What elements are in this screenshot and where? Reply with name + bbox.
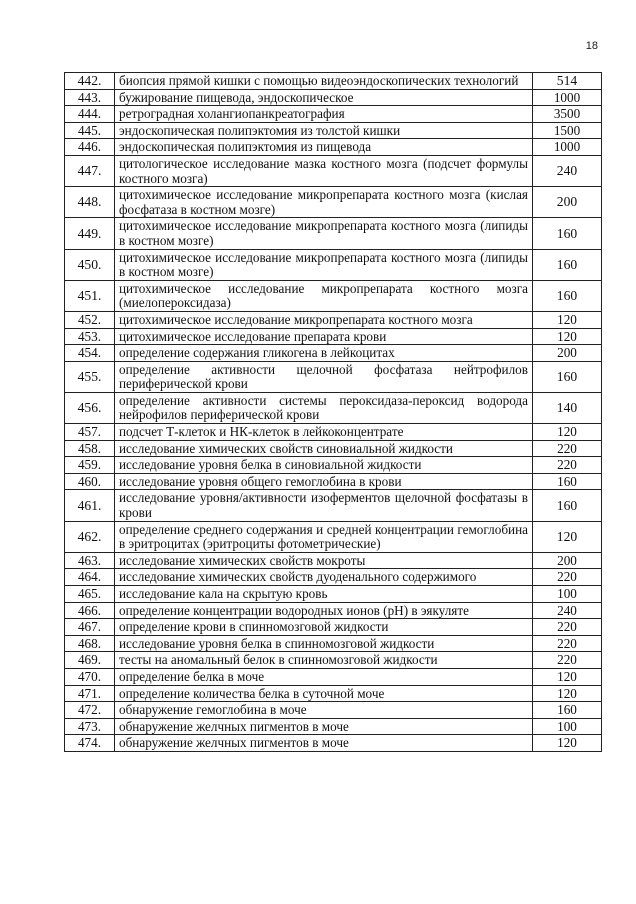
service-price: 120 [533,424,602,441]
table-row [65,490,602,521]
row-number: 452. [65,311,115,328]
row-number: 451. [65,280,115,311]
service-name: определение активности системы пероксидаза-пероксид водорода нейрофилов периферической крови [115,392,533,423]
row-number: 450. [65,249,115,280]
service-price: 120 [533,685,602,702]
table-row [65,106,602,123]
service-price: 120 [533,328,602,345]
row-number: 442. [65,73,115,90]
table-row [65,569,602,586]
service-price: 120 [533,735,602,752]
row-number: 446. [65,139,115,156]
row-number: 443. [65,89,115,106]
table-row [65,280,602,311]
row-number: 453. [65,328,115,345]
table-row [65,155,602,186]
service-price: 220 [533,619,602,636]
service-name: определение количества белка в суточной моче [115,685,533,702]
service-price: 1500 [533,122,602,139]
service-name: определение активности щелочной фосфатаза нейтрофилов периферической крови [115,361,533,392]
row-number: 472. [65,702,115,719]
service-name: исследование химических свойств дуоденального содержимого [115,569,533,586]
table-row [65,718,602,735]
table-row [65,473,602,490]
service-name: исследование уровня общего гемоглобина в крови [115,473,533,490]
service-price: 240 [533,155,602,186]
row-number: 466. [65,602,115,619]
service-price: 120 [533,668,602,685]
row-number: 473. [65,718,115,735]
table-row [65,311,602,328]
row-number: 447. [65,155,115,186]
service-name: определение белка в моче [115,668,533,685]
table-row [65,602,602,619]
service-name: исследование химических свойств синовиальной жидкости [115,440,533,457]
page-number: 18 [585,40,598,52]
service-price: 220 [533,440,602,457]
row-number: 454. [65,345,115,362]
service-name: исследование уровня белка в синовиальной жидкости [115,457,533,474]
table-row [65,521,602,552]
service-name: эндоскопическая полипэктомия из пищевода [115,139,533,156]
table-row [65,619,602,636]
row-number: 456. [65,392,115,423]
table-row [65,328,602,345]
service-price: 100 [533,586,602,603]
row-number: 460. [65,473,115,490]
service-name: бужирование пищевода, эндоскопическое [115,89,533,106]
service-price: 1000 [533,139,602,156]
service-price: 160 [533,473,602,490]
service-name: исследование кала на скрытую кровь [115,586,533,603]
service-price: 120 [533,311,602,328]
row-number: 467. [65,619,115,636]
row-number: 457. [65,424,115,441]
row-number: 468. [65,635,115,652]
row-number: 462. [65,521,115,552]
row-number: 465. [65,586,115,603]
table-row [65,361,602,392]
service-name: определение крови в спинномозговой жидкости [115,619,533,636]
service-name: цитохимическое исследование микропрепарата костного мозга (миелопероксидаза) [115,280,533,311]
table-row [65,685,602,702]
table-row [65,424,602,441]
service-name: определение среднего содержания и средней концентрации гемоглобина в эритроцитах (эритроциты фотометрические) [115,521,533,552]
service-name: цитохимическое исследование микропрепарата костного мозга (липиды в костном мозге) [115,249,533,280]
row-number: 470. [65,668,115,685]
row-number: 469. [65,652,115,669]
table-row [65,652,602,669]
table-row [65,73,602,90]
service-name: биопсия прямой кишки с помощью видеоэндоскопических технологий [115,73,533,90]
table-row [65,668,602,685]
service-name: определение содержания гликогена в лейкоцитах [115,345,533,362]
table-row [65,702,602,719]
service-price: 240 [533,602,602,619]
row-number: 459. [65,457,115,474]
table-row [65,735,602,752]
service-price: 100 [533,718,602,735]
price-table [64,72,602,752]
table-row [65,139,602,156]
service-name: исследование химических свойств мокроты [115,552,533,569]
service-name: обнаружение желчных пигментов в моче [115,735,533,752]
service-name: исследование уровня белка в спинномозговой жидкости [115,635,533,652]
table-row [65,122,602,139]
service-name: определение концентрации водородных ионов (pH) в эякуляте [115,602,533,619]
table-row [65,187,602,218]
service-price: 120 [533,521,602,552]
table-row [65,218,602,249]
row-number: 461. [65,490,115,521]
service-name: обнаружение гемоглобина в моче [115,702,533,719]
table-row [65,552,602,569]
service-price: 3500 [533,106,602,123]
service-name: цитологическое исследование мазка костного мозга (подсчет формулы костного мозга) [115,155,533,186]
table-row [65,89,602,106]
table-row [65,586,602,603]
service-price: 220 [533,635,602,652]
service-name: ретроградная холангиопанкреатография [115,106,533,123]
service-price: 160 [533,280,602,311]
service-name: обнаружение желчных пигментов в моче [115,718,533,735]
service-name: подсчет Т-клеток и НК-клеток в лейкоконцентрате [115,424,533,441]
service-price: 220 [533,569,602,586]
service-name: эндоскопическая полипэктомия из толстой кишки [115,122,533,139]
service-name: исследование уровня/активности изоферментов щелочной фосфатазы в крови [115,490,533,521]
row-number: 449. [65,218,115,249]
service-price: 200 [533,345,602,362]
service-price: 160 [533,490,602,521]
row-number: 445. [65,122,115,139]
service-price: 220 [533,457,602,474]
service-price: 160 [533,249,602,280]
service-price: 160 [533,702,602,719]
service-price: 200 [533,552,602,569]
service-price: 200 [533,187,602,218]
service-name: цитохимическое исследование препарата крови [115,328,533,345]
row-number: 471. [65,685,115,702]
table-row [65,457,602,474]
service-price: 220 [533,652,602,669]
price-table-body [65,73,602,752]
service-name: цитохимическое исследование микропрепарата костного мозга (кислая фосфатаза в костном мозге) [115,187,533,218]
row-number: 448. [65,187,115,218]
service-name: тесты на аномальный белок в спинномозговой жидкости [115,652,533,669]
table-row [65,392,602,423]
service-price: 160 [533,218,602,249]
row-number: 444. [65,106,115,123]
row-number: 464. [65,569,115,586]
service-name: цитохимическое исследование микропрепарата костного мозга (липиды в костном мозге) [115,218,533,249]
table-row [65,249,602,280]
service-price: 1000 [533,89,602,106]
row-number: 474. [65,735,115,752]
table-row [65,345,602,362]
service-name: цитохимическое исследование микропрепарата костного мозга [115,311,533,328]
service-price: 160 [533,361,602,392]
row-number: 463. [65,552,115,569]
row-number: 455. [65,361,115,392]
service-price: 140 [533,392,602,423]
table-row [65,440,602,457]
service-price: 514 [533,73,602,90]
row-number: 458. [65,440,115,457]
table-row [65,635,602,652]
